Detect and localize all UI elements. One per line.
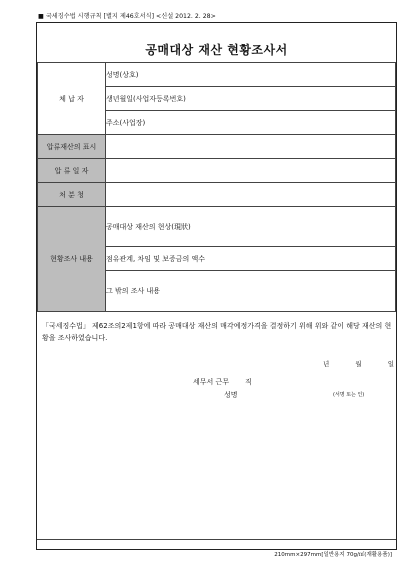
taxpayer-name-field: 성명(상호) bbox=[106, 63, 396, 87]
survey-item-condition: 공매대상 재산의 현상(現狀) bbox=[106, 207, 396, 247]
seized-property-value bbox=[106, 135, 396, 159]
disposition-office-label: 처 분 청 bbox=[38, 183, 106, 207]
taxpayer-birthdate-field: 생년월일(사업자등록번호) bbox=[106, 87, 396, 111]
date-line bbox=[299, 359, 394, 368]
seized-property-label: 압류재산의 표시 bbox=[38, 135, 106, 159]
signature-rank: 직 bbox=[245, 378, 252, 386]
form-frame bbox=[36, 22, 397, 558]
signature-office: 세무서 근무 bbox=[193, 378, 230, 386]
taxpayer-label: 체 납 자 bbox=[38, 63, 106, 135]
form-table bbox=[37, 62, 396, 312]
survey-label: 현황조사 내용 bbox=[38, 207, 106, 312]
survey-item-occupancy: 점유관계, 차임 및 보증금의 액수 bbox=[106, 247, 396, 271]
signature-office-line bbox=[193, 377, 252, 387]
taxpayer-address-field: 주소(사업장) bbox=[106, 111, 396, 135]
paper-spec-note: 210mm×297mm[일반용지 70g/㎡(재활용품)] bbox=[274, 552, 392, 558]
signature-name: 성명 bbox=[224, 391, 238, 399]
date-month-label: 월 bbox=[355, 360, 362, 368]
survey-item-other: 그 밖의 조사 내용 bbox=[106, 271, 396, 312]
signature-seal-note: (서명 또는 인) bbox=[333, 392, 365, 398]
form-reference-note: ■ 국세징수법 시행규칙 [별지 제46호서식] <신설 2012. 2. 28> bbox=[38, 13, 216, 20]
statement-text: 「국세징수법」 제62조의2제1항에 따라 공매대상 재산의 매각예정가격을 결정하기 위해 위와 같이 해당 재산의 현황을 조사하였습니다. bbox=[42, 322, 392, 342]
document-title: 공매대상 재산 현황조사서 bbox=[145, 43, 288, 57]
disposition-office-value bbox=[106, 183, 396, 207]
seizure-date-value bbox=[106, 159, 396, 183]
seizure-date-label: 압 류 일 자 bbox=[38, 159, 106, 183]
date-day-label: 일 bbox=[387, 360, 394, 368]
footer-divider bbox=[37, 539, 396, 540]
date-year-label: 년 bbox=[323, 360, 330, 368]
